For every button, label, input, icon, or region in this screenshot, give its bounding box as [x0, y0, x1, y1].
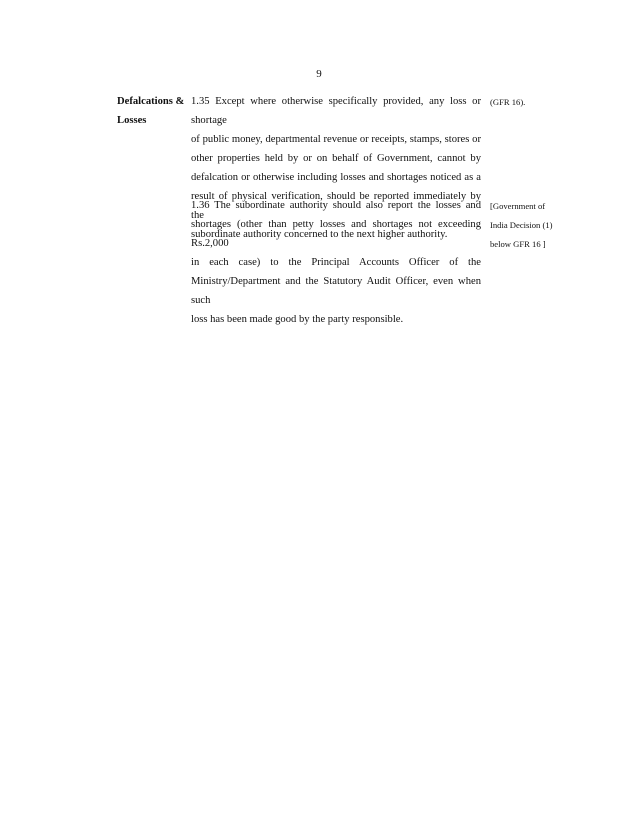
paragraph-line: result of physical verification, should be reported immediately by the	[191, 191, 481, 221]
paragraph-line: Ministry/Department and the Statutory Audit Officer, even when such	[191, 276, 481, 306]
heading-line: Defalcations &	[117, 96, 185, 107]
note-line: below GFR 16 ]	[490, 239, 546, 249]
margin-note-goi-decision	[490, 197, 562, 254]
note-line: India Decision (1)	[490, 220, 553, 230]
paragraph-line: defalcation or otherwise including losses and shortages noticed as a	[191, 172, 481, 183]
margin-note-gfr16	[490, 93, 562, 112]
paragraph-line: 1.35 Except where otherwise specifically provided, any loss or shortage	[191, 96, 481, 126]
heading-line: Losses	[117, 115, 147, 126]
section-heading	[117, 92, 185, 130]
paragraph-line: other properties held by or on behalf of Government, cannot by	[191, 153, 481, 164]
paragraph-line: loss has been made good by the party responsible.	[191, 314, 404, 325]
paragraph-1-36	[191, 196, 481, 329]
note-line: [Government of	[490, 201, 546, 211]
page-number: 9	[316, 68, 322, 80]
paragraph-line: 1.36 The subordinate authority should also report the losses and	[191, 200, 481, 211]
paragraph-line: subordinate authority concerned to the next higher authority.	[191, 229, 448, 240]
note-line: (GFR 16).	[490, 97, 526, 107]
paragraph-line: of public money, departmental revenue or receipts, stamps, stores or	[191, 134, 481, 145]
paragraph-line: in each case) to the Principal Accounts Officer of the	[191, 257, 481, 268]
paragraph-line: shortages (other than petty losses and shortages not exceeding Rs.2,000	[191, 219, 481, 249]
